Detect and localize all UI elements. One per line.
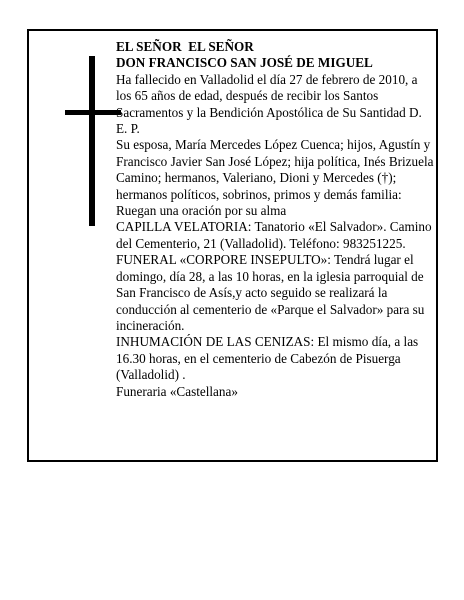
funeral-home: Funeraria «Castellana» bbox=[116, 383, 238, 399]
deceased-name: DON FRANCISCO SAN JOSÉ DE MIGUEL bbox=[116, 55, 373, 71]
notice-heading-line1: EL SEÑOR EL SEÑOR bbox=[116, 39, 254, 54]
cross-horizontal-bar bbox=[65, 110, 121, 115]
death-announcement: Ha fallecido en Valladolid el día 27 de febrero de 2010, a los 65 años de edad, después de recibir los Santos Sacramentos y la Bendición Apostólica de Su Santidad D. E. P. bbox=[116, 71, 422, 137]
latin-cross-icon bbox=[65, 56, 121, 226]
prayer-request: Ruegan una oración por su alma bbox=[116, 203, 287, 219]
funeral-info: FUNERAL «CORPORE INSEPULTO»: Tendrá lugar el domingo, día 28, a las 10 horas, en la iglesia parroquial de San Francisco de Asís,y acto seguido se realizará la conducción al cementerio de «Parque el Salvador» para su incineración. bbox=[116, 252, 425, 333]
chapel-info: CAPILLA VELATORIA: Tanatorio «El Salvador». Camino del Cementerio, 21 (Valladolid). Teléfono: 983251225. bbox=[116, 219, 432, 251]
obituary-notice bbox=[27, 29, 438, 462]
family-list: Su esposa, María Mercedes López Cuenca; hijos, Agustín y Francisco Javier San José López; hija política, Inés Brizuela Camino; hermanos, Valeriano, Dioni y Mercedes (†); hermanos políticos, sobrinos, primos y demás familia: bbox=[116, 137, 434, 202]
cross-vertical-bar bbox=[89, 56, 95, 226]
burial-info: INHUMACIÓN DE LAS CENIZAS: El mismo día, a las 16.30 horas, en el cementerio de Cabezón de Pisuerga (Valladolid) . bbox=[116, 334, 419, 383]
notice-text bbox=[116, 39, 434, 400]
